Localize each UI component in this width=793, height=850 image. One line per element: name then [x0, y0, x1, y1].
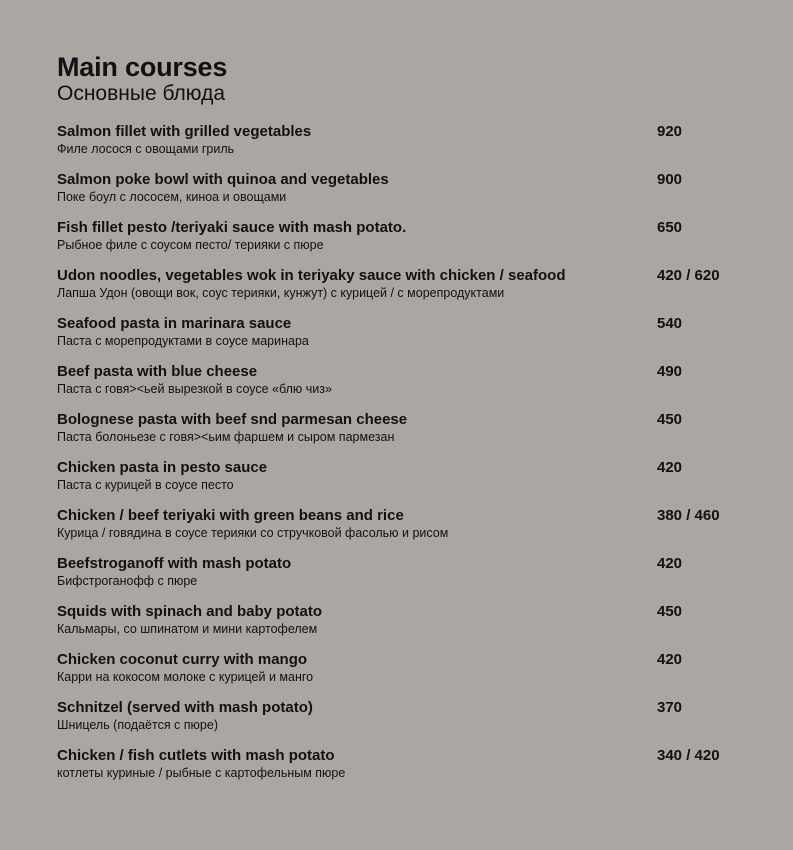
item-description: Паста с говя><ьей вырезкой в соусе «блю чиз»	[57, 382, 332, 396]
item-price: 540	[657, 315, 683, 332]
item-name: Schnitzel (served with mash potato)	[57, 699, 313, 716]
item-name: Fish fillet pesto /teriyaki sauce with mash potato.	[57, 219, 407, 236]
item-name: Beef pasta with blue cheese	[57, 363, 258, 380]
item-name: Beefstroganoff with mash potato	[57, 555, 292, 572]
menu-list	[57, 123, 757, 795]
menu-item	[57, 171, 757, 219]
item-description: Бифстроганофф с пюре	[57, 574, 198, 588]
item-price: 370	[657, 699, 683, 716]
menu-item	[57, 747, 757, 795]
item-name: Seafood pasta in marinara sauce	[57, 315, 292, 332]
menu-page	[57, 52, 757, 795]
menu-item	[57, 315, 757, 363]
menu-item	[57, 459, 757, 507]
menu-item	[57, 555, 757, 603]
menu-item	[57, 699, 757, 747]
menu-item	[57, 219, 757, 267]
item-name: Bolognese pasta with beef snd parmesan cheese	[57, 411, 408, 428]
item-price: 420	[657, 651, 683, 668]
item-name: Chicken / beef teriyaki with green beans and rice	[57, 507, 404, 524]
item-description: Шницель (подаётся с пюре)	[57, 718, 218, 732]
item-description: Карри на кокосом молоке с курицей и манго	[57, 670, 314, 684]
menu-item	[57, 123, 757, 171]
item-description: Лапша Удон (овощи вок, соус терияки, кунжут) с курицей / с морепродуктами	[57, 286, 505, 300]
item-name: Chicken / fish cutlets with mash potato	[57, 747, 335, 764]
item-description: Паста с морепродуктами в соусе маринара	[57, 334, 309, 348]
item-name: Salmon poke bowl with quinoa and vegetables	[57, 171, 389, 188]
menu-item	[57, 411, 757, 459]
page-subtitle: Основные блюда	[57, 82, 226, 105]
item-description: Филе лосося с овощами гриль	[57, 142, 235, 156]
item-description: Кальмары, со шпинатом и мини картофелем	[57, 622, 318, 636]
item-name: Chicken pasta in pesto sauce	[57, 459, 268, 476]
item-price: 340 / 420	[657, 747, 720, 764]
item-name: Salmon fillet with grilled vegetables	[57, 123, 312, 140]
item-name: Chicken coconut curry with mango	[57, 651, 308, 668]
item-price: 420	[657, 555, 683, 572]
menu-item	[57, 507, 757, 555]
item-price: 450	[657, 603, 683, 620]
item-price: 920	[657, 123, 683, 140]
item-price: 420 / 620	[657, 267, 720, 284]
item-description: котлеты куриные / рыбные с картофельным пюре	[57, 766, 346, 780]
item-description: Курица / говядина в соусе терияки со стручковой фасолью и рисом	[57, 526, 449, 540]
menu-item	[57, 267, 757, 315]
item-description: Паста с курицей в соусе песто	[57, 478, 234, 492]
item-name: Udon noodles, vegetables wok in teriyaky sauce with chicken / seafood	[57, 267, 566, 284]
menu-item	[57, 651, 757, 699]
item-price: 490	[657, 363, 683, 380]
item-price: 450	[657, 411, 683, 428]
item-price: 650	[657, 219, 683, 236]
item-price: 420	[657, 459, 683, 476]
item-price: 380 / 460	[657, 507, 720, 524]
item-name: Squids with spinach and baby potato	[57, 603, 323, 620]
menu-item	[57, 363, 757, 411]
item-description: Паста болоньезе с говя><ьим фаршем и сыром пармезан	[57, 430, 395, 444]
menu-item	[57, 603, 757, 651]
item-price: 900	[657, 171, 683, 188]
item-description: Рыбное филе с соусом песто/ терияки с пюре	[57, 238, 324, 252]
page-title: Main courses	[57, 52, 228, 82]
item-description: Поке боул с лососем, киноа и овощами	[57, 190, 287, 204]
